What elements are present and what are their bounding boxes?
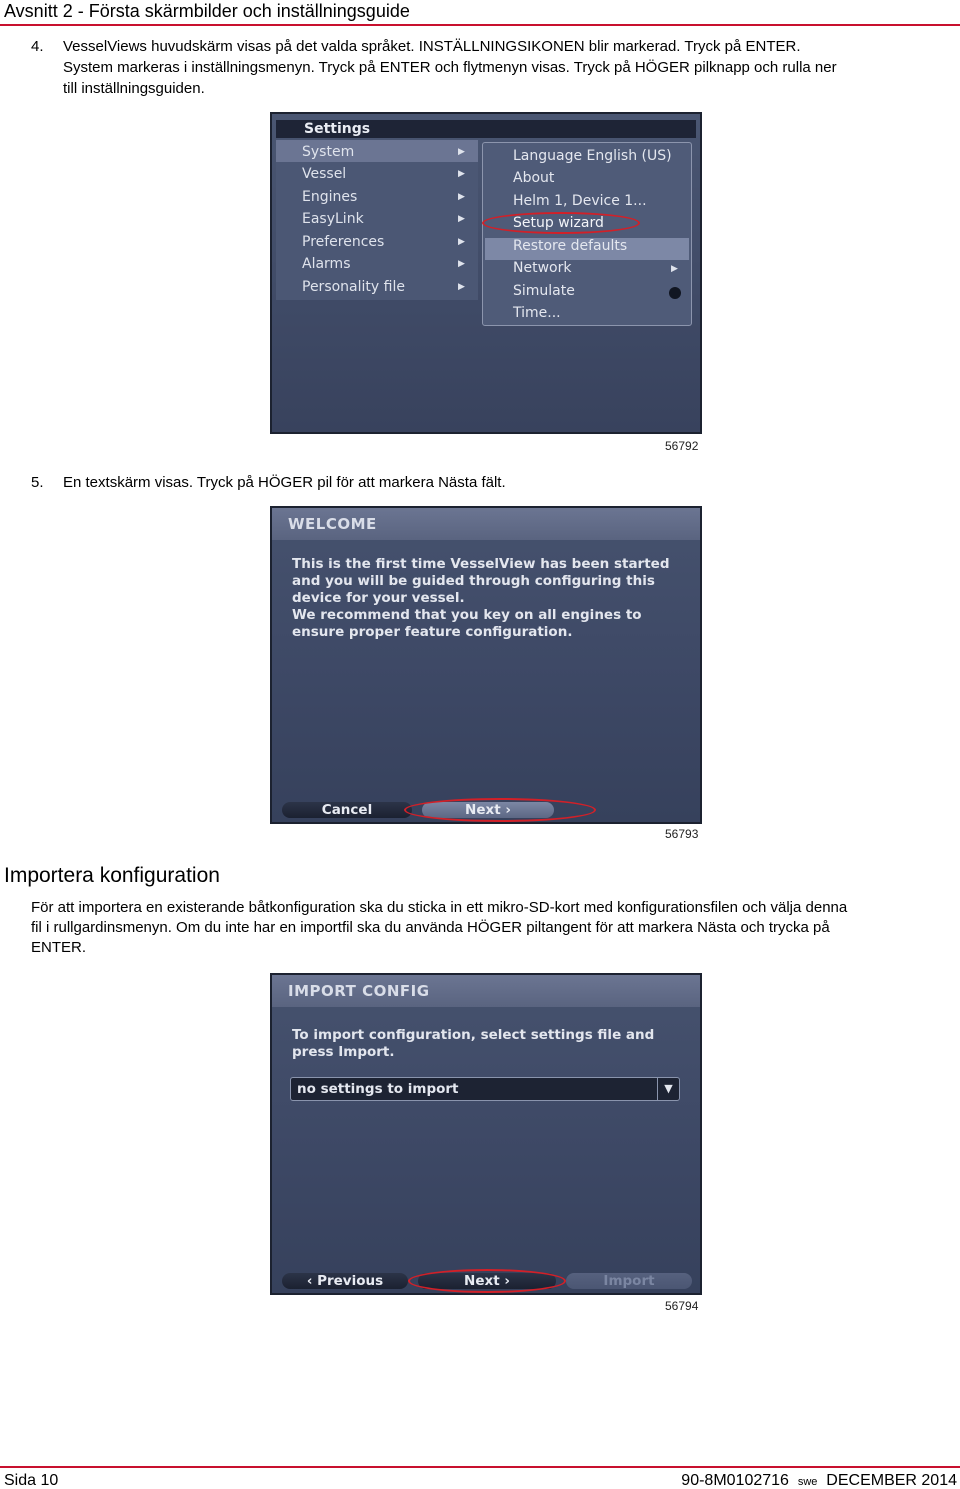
- chevron-right-icon: ▶: [458, 282, 465, 292]
- system-submenu: [482, 142, 692, 326]
- chevron-right-icon: ▶: [458, 147, 465, 157]
- submenu-item-network[interactable]: Network: [513, 260, 572, 276]
- figure-number: 56793: [665, 827, 699, 841]
- step-line: System markeras i inställningsmenyn. Tryck på ENTER och flytmenyn visas. Tryck på HÖGER pilknapp och rulla ner: [63, 59, 837, 76]
- welcome-message: [292, 556, 669, 641]
- menu-item-system[interactable]: System: [302, 144, 355, 160]
- step-line: till inställningsguiden.: [63, 80, 205, 97]
- import-config-screenshot: [270, 973, 702, 1295]
- section-heading: Importera konfiguration: [4, 864, 220, 887]
- chevron-right-icon: ▶: [671, 264, 678, 274]
- welcome-line: device for your vessel.: [292, 590, 465, 606]
- paragraph-line: ENTER.: [31, 939, 87, 956]
- next-button[interactable]: Next ›: [418, 1273, 556, 1289]
- paragraph-line: För att importera en existerande båtkonfiguration ska du sticka in ett mikro-SD-kort med konfigurationsfilen och välja denna: [31, 899, 848, 916]
- footer-doc-info: [681, 1472, 957, 1489]
- settings-file-dropdown[interactable]: [290, 1077, 680, 1101]
- figure-number: 56794: [665, 1299, 699, 1313]
- radio-dot-icon: [669, 287, 681, 299]
- figure-number: 56792: [665, 439, 699, 453]
- welcome-screenshot: [270, 506, 702, 824]
- step-5: [31, 472, 956, 493]
- step-number: 4.: [31, 38, 44, 55]
- import-button[interactable]: Import: [566, 1273, 692, 1289]
- welcome-line: ensure proper feature configuration.: [292, 624, 573, 640]
- chevron-right-icon: ▶: [458, 259, 465, 269]
- step-number: 5.: [31, 474, 44, 491]
- menu-item-personality-file[interactable]: Personality file: [302, 279, 405, 295]
- highlight-oval: [482, 212, 640, 234]
- menu-item-preferences[interactable]: Preferences: [302, 234, 385, 250]
- previous-button[interactable]: ‹ Previous: [282, 1273, 408, 1289]
- section-header-title: Avsnitt 2 - Första skärmbilder och inställningsguide: [4, 1, 410, 21]
- import-message: [292, 1027, 654, 1061]
- cancel-button[interactable]: Cancel: [282, 802, 412, 818]
- import-line: To import configuration, select settings file and: [292, 1027, 655, 1043]
- step-line: VesselViews huvudskärm visas på det valda språket. INSTÄLLNINGSIKONEN blir markerad. Tryck på ENTER.: [63, 38, 801, 55]
- next-button[interactable]: Next ›: [422, 802, 554, 818]
- highlight-oval: [404, 798, 596, 822]
- submenu-item-about[interactable]: About: [513, 170, 555, 186]
- publication-date: DECEMBER 2014: [826, 1472, 957, 1489]
- submenu-item-simulate[interactable]: Simulate: [513, 283, 575, 299]
- document-number: 90-8M0102716: [681, 1472, 789, 1489]
- welcome-line: This is the first time VesselView has been started: [292, 556, 670, 572]
- language-code: swe: [797, 1476, 818, 1488]
- submenu-item-time[interactable]: Time...: [513, 305, 561, 321]
- chevron-right-icon: ▶: [458, 192, 465, 202]
- welcome-line: and you will be guided through configuring this: [292, 573, 655, 589]
- submenu-item-helm-device[interactable]: Helm 1, Device 1...: [513, 193, 647, 209]
- page-number: Sida 10: [4, 1472, 59, 1489]
- highlight-oval: [408, 1269, 566, 1293]
- step-line: En textskärm visas. Tryck på HÖGER pil för att markera Nästa fält.: [63, 474, 506, 491]
- submenu-item-restore-defaults[interactable]: Restore defaults: [513, 238, 628, 254]
- chevron-right-icon: ▶: [458, 169, 465, 179]
- chevron-right-icon: ▶: [458, 214, 465, 224]
- submenu-item-language[interactable]: Language English (US): [513, 148, 672, 164]
- chevron-down-icon[interactable]: ▼: [657, 1078, 679, 1100]
- settings-screenshot: [270, 112, 702, 434]
- import-title: IMPORT CONFIG: [288, 982, 430, 1000]
- submenu-item-setup-wizard[interactable]: Setup wizard: [513, 215, 604, 231]
- menu-item-engines[interactable]: Engines: [302, 189, 358, 205]
- settings-title: Settings: [304, 121, 371, 137]
- menu-item-vessel[interactable]: Vessel: [302, 166, 347, 182]
- chevron-right-icon: ▶: [458, 237, 465, 247]
- paragraph-line: fil i rullgardinsmenyn. Om du inte har en importfil ska du använda HÖGER piltangent för att markera Nästa och trycka på: [31, 919, 830, 936]
- menu-item-alarms[interactable]: Alarms: [302, 256, 351, 272]
- dropdown-value: no settings to import: [297, 1081, 459, 1097]
- welcome-line: We recommend that you key on all engines to: [292, 607, 642, 623]
- menu-item-easylink[interactable]: EasyLink: [302, 211, 364, 227]
- section-paragraph: [31, 898, 956, 958]
- import-line: press Import.: [292, 1044, 395, 1060]
- step-4: [31, 36, 956, 100]
- header-rule: [0, 24, 960, 26]
- welcome-title: WELCOME: [288, 515, 377, 533]
- footer-rule: [0, 1466, 960, 1468]
